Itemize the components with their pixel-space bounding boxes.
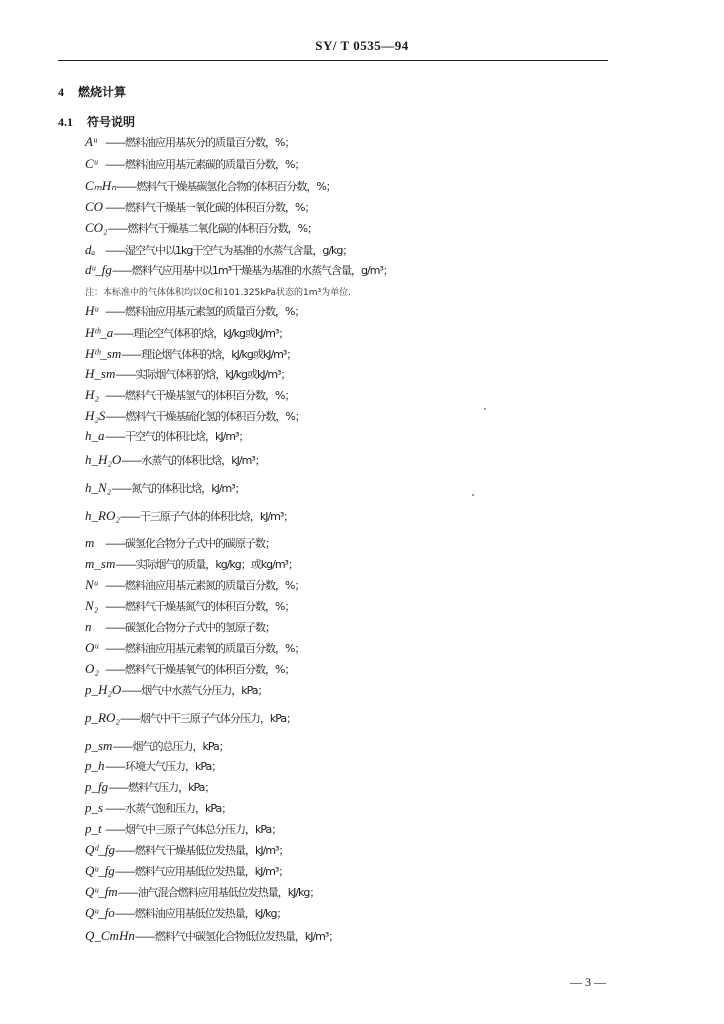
symbol-entry (85, 779, 214, 795)
symbol-entry (85, 577, 304, 593)
symbol-description: ——燃料油应用基灰分的质量百分数，%； (105, 136, 295, 149)
symbol-entry (85, 199, 314, 215)
symbol-entry (85, 428, 248, 444)
symbol-description: ——干三原子气体的体积比焓，kJ/m³； (119, 510, 294, 523)
symbol-description: ——燃料气干燥基一氧化碳的体积百分数，%； (105, 201, 315, 214)
symbol-description: ——燃料气应用基低位发热量，kJ/m³； (114, 865, 289, 878)
symbol-entry (85, 682, 268, 698)
symbol-description: ——燃料气干燥基碳氢化合物的体积百分数，%； (116, 180, 336, 193)
symbol-description: ——烟气中水蒸气分压力，kPa； (121, 684, 268, 697)
symbol-description: ——水蒸气的体积比焓，kJ/m³； (121, 454, 265, 467)
symbol: Oᵘ (85, 640, 99, 655)
symbol-entry (85, 758, 221, 774)
symbol-description: ——燃料气干燥基硫化氢的体积百分数，%； (105, 410, 305, 423)
symbol: Qᵈ_fg (85, 842, 116, 857)
symbol: Qᵘ_fm (85, 884, 118, 899)
symbol: p_s (85, 800, 104, 815)
symbol-description: ——实际烟气的质量，kg/kg；或kg/m³； (115, 558, 298, 571)
symbol: p_H₂O (85, 682, 122, 697)
symbol: H_sm (85, 366, 116, 381)
symbol-description: ——理论烟气体积的焓，kJ/kg或kJ/m³； (121, 348, 297, 361)
symbol-description: ——燃料气中碳氢化合物低位发热量，kJ/m³； (134, 930, 339, 943)
symbol-entry (85, 738, 229, 754)
symbol: h_RO₂ (85, 508, 120, 523)
symbol: h_a (85, 428, 105, 443)
symbol-description: ——燃料油应用基元素碳的质量百分数，%； (105, 158, 305, 171)
symbol-description: ——燃料气压力，kPa； (108, 781, 215, 794)
section-title: 符号说明 (87, 115, 136, 129)
symbol-description: ——燃料油应用基元素氮的质量百分数，%； (105, 579, 305, 592)
symbol: dᵘ_fg (85, 262, 112, 277)
symbol-description: ——氮气的体积比焓，kJ/m³； (111, 482, 245, 495)
symbol: Aᵘ (85, 134, 97, 149)
symbol: p_sm (85, 738, 113, 753)
symbol-entry (85, 710, 296, 726)
symbol: p_t (85, 821, 102, 836)
symbol-entry (85, 178, 336, 194)
symbol: dₐ (85, 242, 96, 257)
symbol-description: ——实际烟气体积的焓，kJ/kg或kJ/m³； (115, 368, 291, 381)
symbol-entry (85, 661, 294, 677)
symbol-entry (85, 387, 294, 403)
symbol: Hᵗʰ_a (85, 325, 114, 340)
symbol-entry (85, 452, 265, 468)
symbol: p_h (85, 758, 105, 773)
symbol-entry (85, 408, 305, 424)
symbol-description: ——燃料气应用基中以1m³干燥基为基准的水蒸气含量，g/m³； (111, 264, 393, 277)
symbol-description: ——碳氢化合物分子式中的氢原子数； (105, 621, 275, 634)
symbol: Nᵘ (85, 577, 98, 592)
symbol-description: ——湿空气中以1kg干空气为基准的水蒸气含量，g/kg； (105, 244, 353, 257)
symbol: Hᵗʰ_sm (85, 346, 122, 361)
symbol-description: ——干空气的体积比焓，kJ/m³； (105, 430, 249, 443)
symbol: O₂ (85, 661, 99, 676)
symbol-description: ——理论空气体积的焓，kJ/kg或kJ/m³； (113, 327, 289, 340)
symbol-entry (85, 556, 298, 572)
standard-code-header: SY/ T 0535—94 (315, 38, 409, 53)
symbol-entry (85, 598, 294, 614)
symbol-description: ——燃料气干燥基氧气的体积百分数，%； (105, 663, 295, 676)
symbol-description: ——燃料油应用基元素氢的质量百分数，%； (105, 305, 305, 318)
symbol: H₂ (85, 387, 99, 402)
symbol-entry (85, 325, 288, 341)
symbol-entry (85, 928, 338, 944)
symbol-entry (85, 884, 319, 900)
symbol-entry (85, 366, 290, 382)
section-number: 4 (58, 85, 64, 99)
section-number: 4.1 (58, 115, 73, 129)
symbol: Qᵘ_fo (85, 905, 115, 920)
symbol-description: ——燃料气干燥基氮气的体积百分数，%； (105, 600, 295, 613)
symbol: Cᵘ (85, 156, 98, 171)
symbol-entry (85, 535, 275, 551)
symbol-entry (85, 842, 288, 858)
symbol-entry (85, 863, 288, 879)
scan-speck (484, 408, 486, 410)
symbol: h_H₂O (85, 452, 122, 467)
symbol-entry (85, 156, 304, 172)
symbol-entry (85, 905, 286, 921)
symbol-entry (85, 242, 352, 258)
symbol-description: ——烟气的总压力，kPa； (112, 740, 229, 753)
symbol: CO (85, 199, 104, 214)
symbol: m_sm (85, 556, 116, 571)
symbol-entry (85, 220, 317, 236)
symbol-description: ——烟气中干三原子气体分压力，kPa； (119, 712, 297, 725)
symbol-description: ——油气混合燃料应用基低位发热量，kJ/kg； (117, 886, 320, 899)
symbol-entry (85, 640, 304, 656)
symbol-description: ——燃料气干燥基氢气的体积百分数，%； (105, 389, 295, 402)
scan-speck (472, 494, 474, 496)
page-number: — 3 — (570, 975, 606, 989)
symbol: CO₂ (85, 220, 108, 235)
symbol: Hᵘ (85, 303, 99, 318)
symbol-description: ——水蒸气饱和压力，kPa； (105, 802, 232, 815)
symbol-entry (85, 134, 294, 150)
symbol: N₂ (85, 598, 99, 613)
symbol-entry (85, 346, 296, 362)
symbol-description: ——环境大气压力，kPa； (105, 760, 222, 773)
symbol: p_fg (85, 779, 109, 794)
symbol: H₂S (85, 408, 106, 423)
symbol-description: ——燃料油应用基低位发热量，kJ/kg； (114, 907, 287, 920)
symbol-entry (85, 619, 275, 635)
symbol: h_N₂ (85, 480, 112, 495)
symbol: n (85, 619, 92, 634)
symbol-description: ——烟气中三原子气体总分压力，kPa； (105, 823, 282, 836)
symbol-entry (85, 508, 293, 524)
symbol-entry (85, 480, 245, 496)
symbol: CₘHₙ (85, 178, 117, 193)
symbol-entry (85, 821, 281, 837)
symbol-description: ——燃料气干燥基二氧化碳的体积百分数，%； (107, 222, 318, 235)
symbol-description: ——碳氢化合物分子式中的碳原子数； (105, 537, 275, 550)
symbol-description: ——燃料油应用基元素氧的质量百分数，%； (105, 642, 305, 655)
symbol-entry (85, 303, 304, 319)
symbol: Q_CmHn (85, 928, 135, 943)
symbol: Qᵘ_fg (85, 863, 115, 878)
symbol: p_RO₂ (85, 710, 120, 725)
symbol-entry (85, 800, 231, 816)
unit-note: 注：本标准中的气体体积均以0C和101.325kPa状态的1m³为单位. (85, 288, 351, 298)
symbol-description: ——燃料气干燥基低位发热量，kJ/m³； (115, 844, 289, 857)
symbol: m (85, 535, 95, 550)
section-title: 燃烧计算 (78, 85, 127, 99)
symbol-entry (85, 262, 393, 278)
